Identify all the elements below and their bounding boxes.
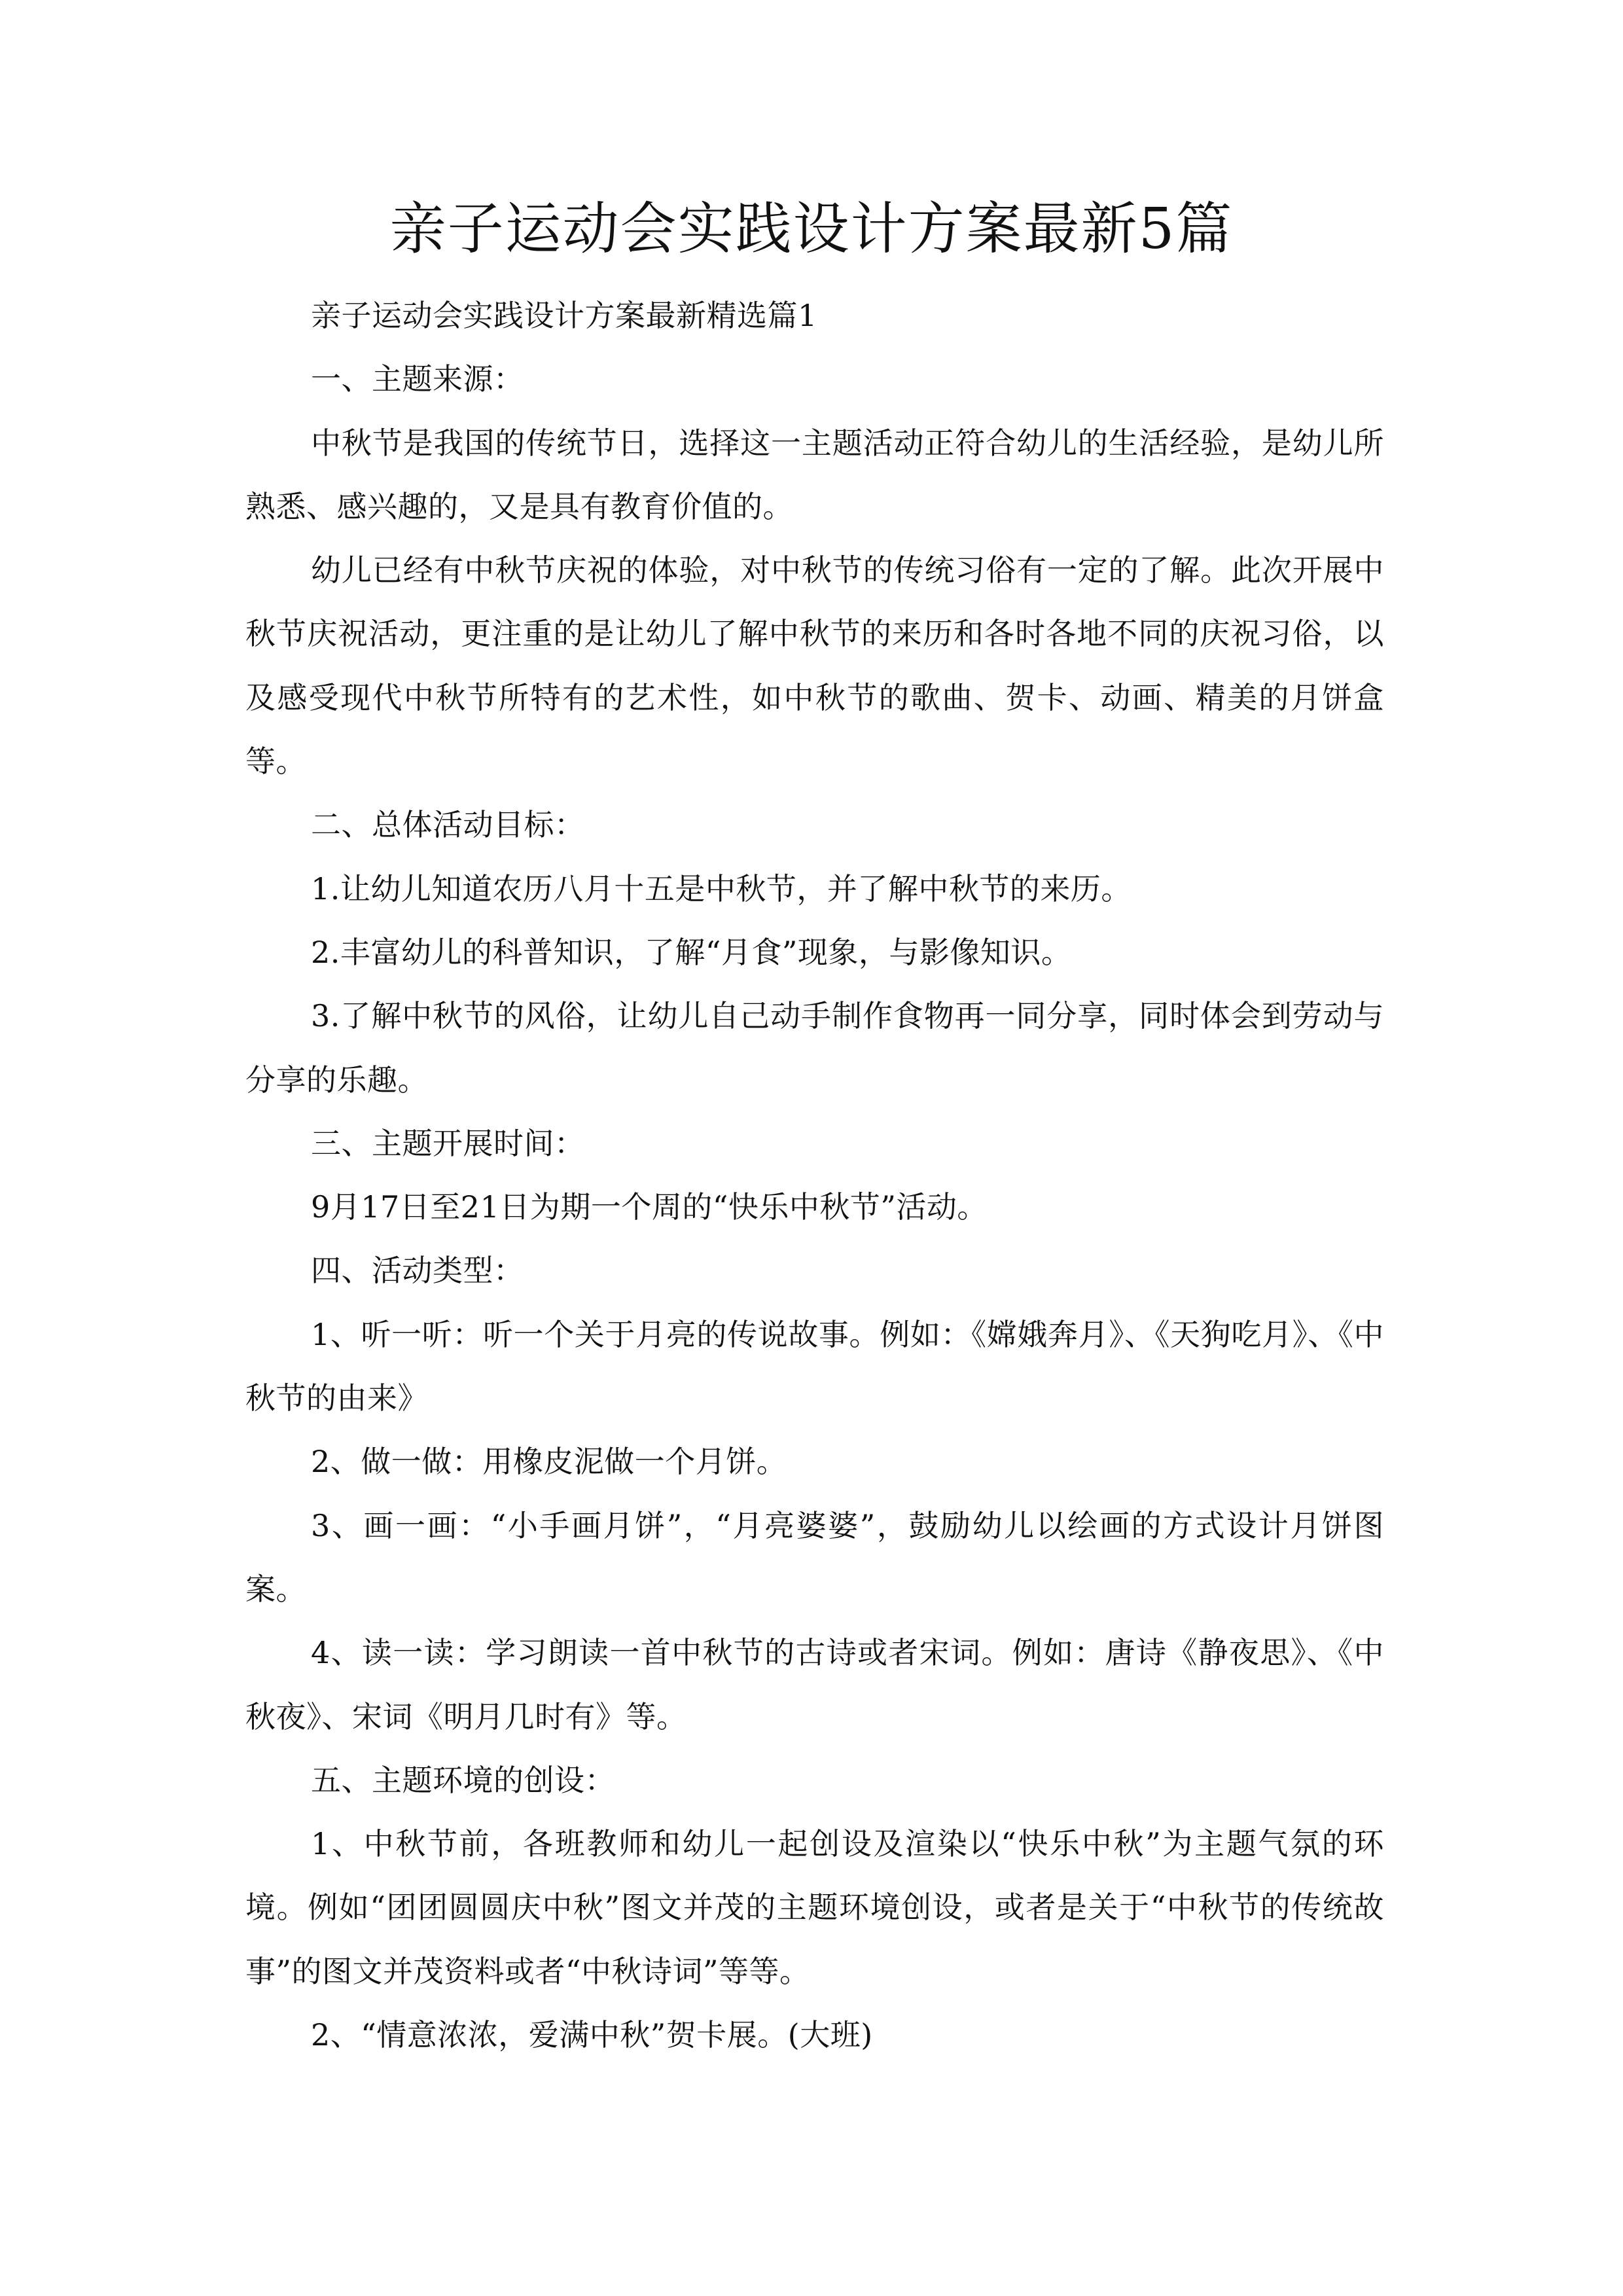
subheading: 一、主题来源： — [311, 361, 524, 397]
list-item: 2.丰富幼儿的科普知识，了解“月食”现象，与影像知识。 — [311, 934, 1072, 970]
subheading: 二、总体活动目标： — [311, 807, 585, 843]
section-heading: 亲子运动会实践设计方案最新精选篇1 — [311, 298, 817, 333]
list-item: 1、听一听：听一个关于月亮的传说故事。例如：《嫦娥奔月》、《天狗吃月》、《中秋节的由来》 — [245, 1316, 1384, 1416]
paragraph: 中秋节是我国的传统节日，选择这一主题活动正符合幼儿的生活经验，是幼儿所熟悉、感兴趣的，又是具有教育价值的。 — [245, 425, 1384, 524]
list-item: 3.了解中秋节的风俗，让幼儿自己动手制作食物再一同分享，同时体会到劳动与分享的乐趣。 — [245, 998, 1384, 1098]
subheading: 四、活动类型： — [311, 1253, 524, 1289]
list-item: 1.让幼儿知道农历八月十五是中秋节，并了解中秋节的来历。 — [311, 870, 1132, 906]
list-item: 4、读一读：学习朗读一首中秋节的古诗或者宋词。例如：唐诗《静夜思》、《中秋夜》、宋词《明月几时有》等。 — [245, 1635, 1384, 1734]
paragraph: 9月17日至21日为期一个周的“快乐中秋节”活动。 — [311, 1189, 988, 1225]
document-body — [245, 284, 1384, 2067]
subheading: 五、主题环境的创设： — [311, 1762, 615, 1798]
list-item: 3、画一画：“小手画月饼”，“月亮婆婆”，鼓励幼儿以绘画的方式设计月饼图案。 — [245, 1507, 1384, 1607]
paragraph: 幼儿已经有中秋节庆祝的体验，对中秋节的传统习俗有一定的了解。此次开展中秋节庆祝活动，更注重的是让幼儿了解中秋节的来历和各时各地不同的庆祝习俗，以及感受现代中秋节所特有的艺术性，如中秋节的歌曲、贺卡、动画、精美的月饼盒等。 — [245, 552, 1384, 780]
list-item: 2、做一做：用橡皮泥做一个月饼。 — [311, 1444, 787, 1480]
list-item: 1、中秋节前，各班教师和幼儿一起创设及渲染以“快乐中秋”为主题气氛的环境。例如“团团圆圆庆中秋”图文并茂的主题环境创设，或者是关于“中秋节的传统故事”的图文并茂资料或者“中秋诗词”等等。 — [245, 1826, 1384, 1989]
list-item: 2、“情意浓浓，爱满中秋”贺卡展。(大班) — [311, 2017, 873, 2053]
subheading: 三、主题开展时间： — [311, 1125, 585, 1161]
document-title: 亲子运动会实践设计方案最新5篇 — [389, 196, 1234, 262]
